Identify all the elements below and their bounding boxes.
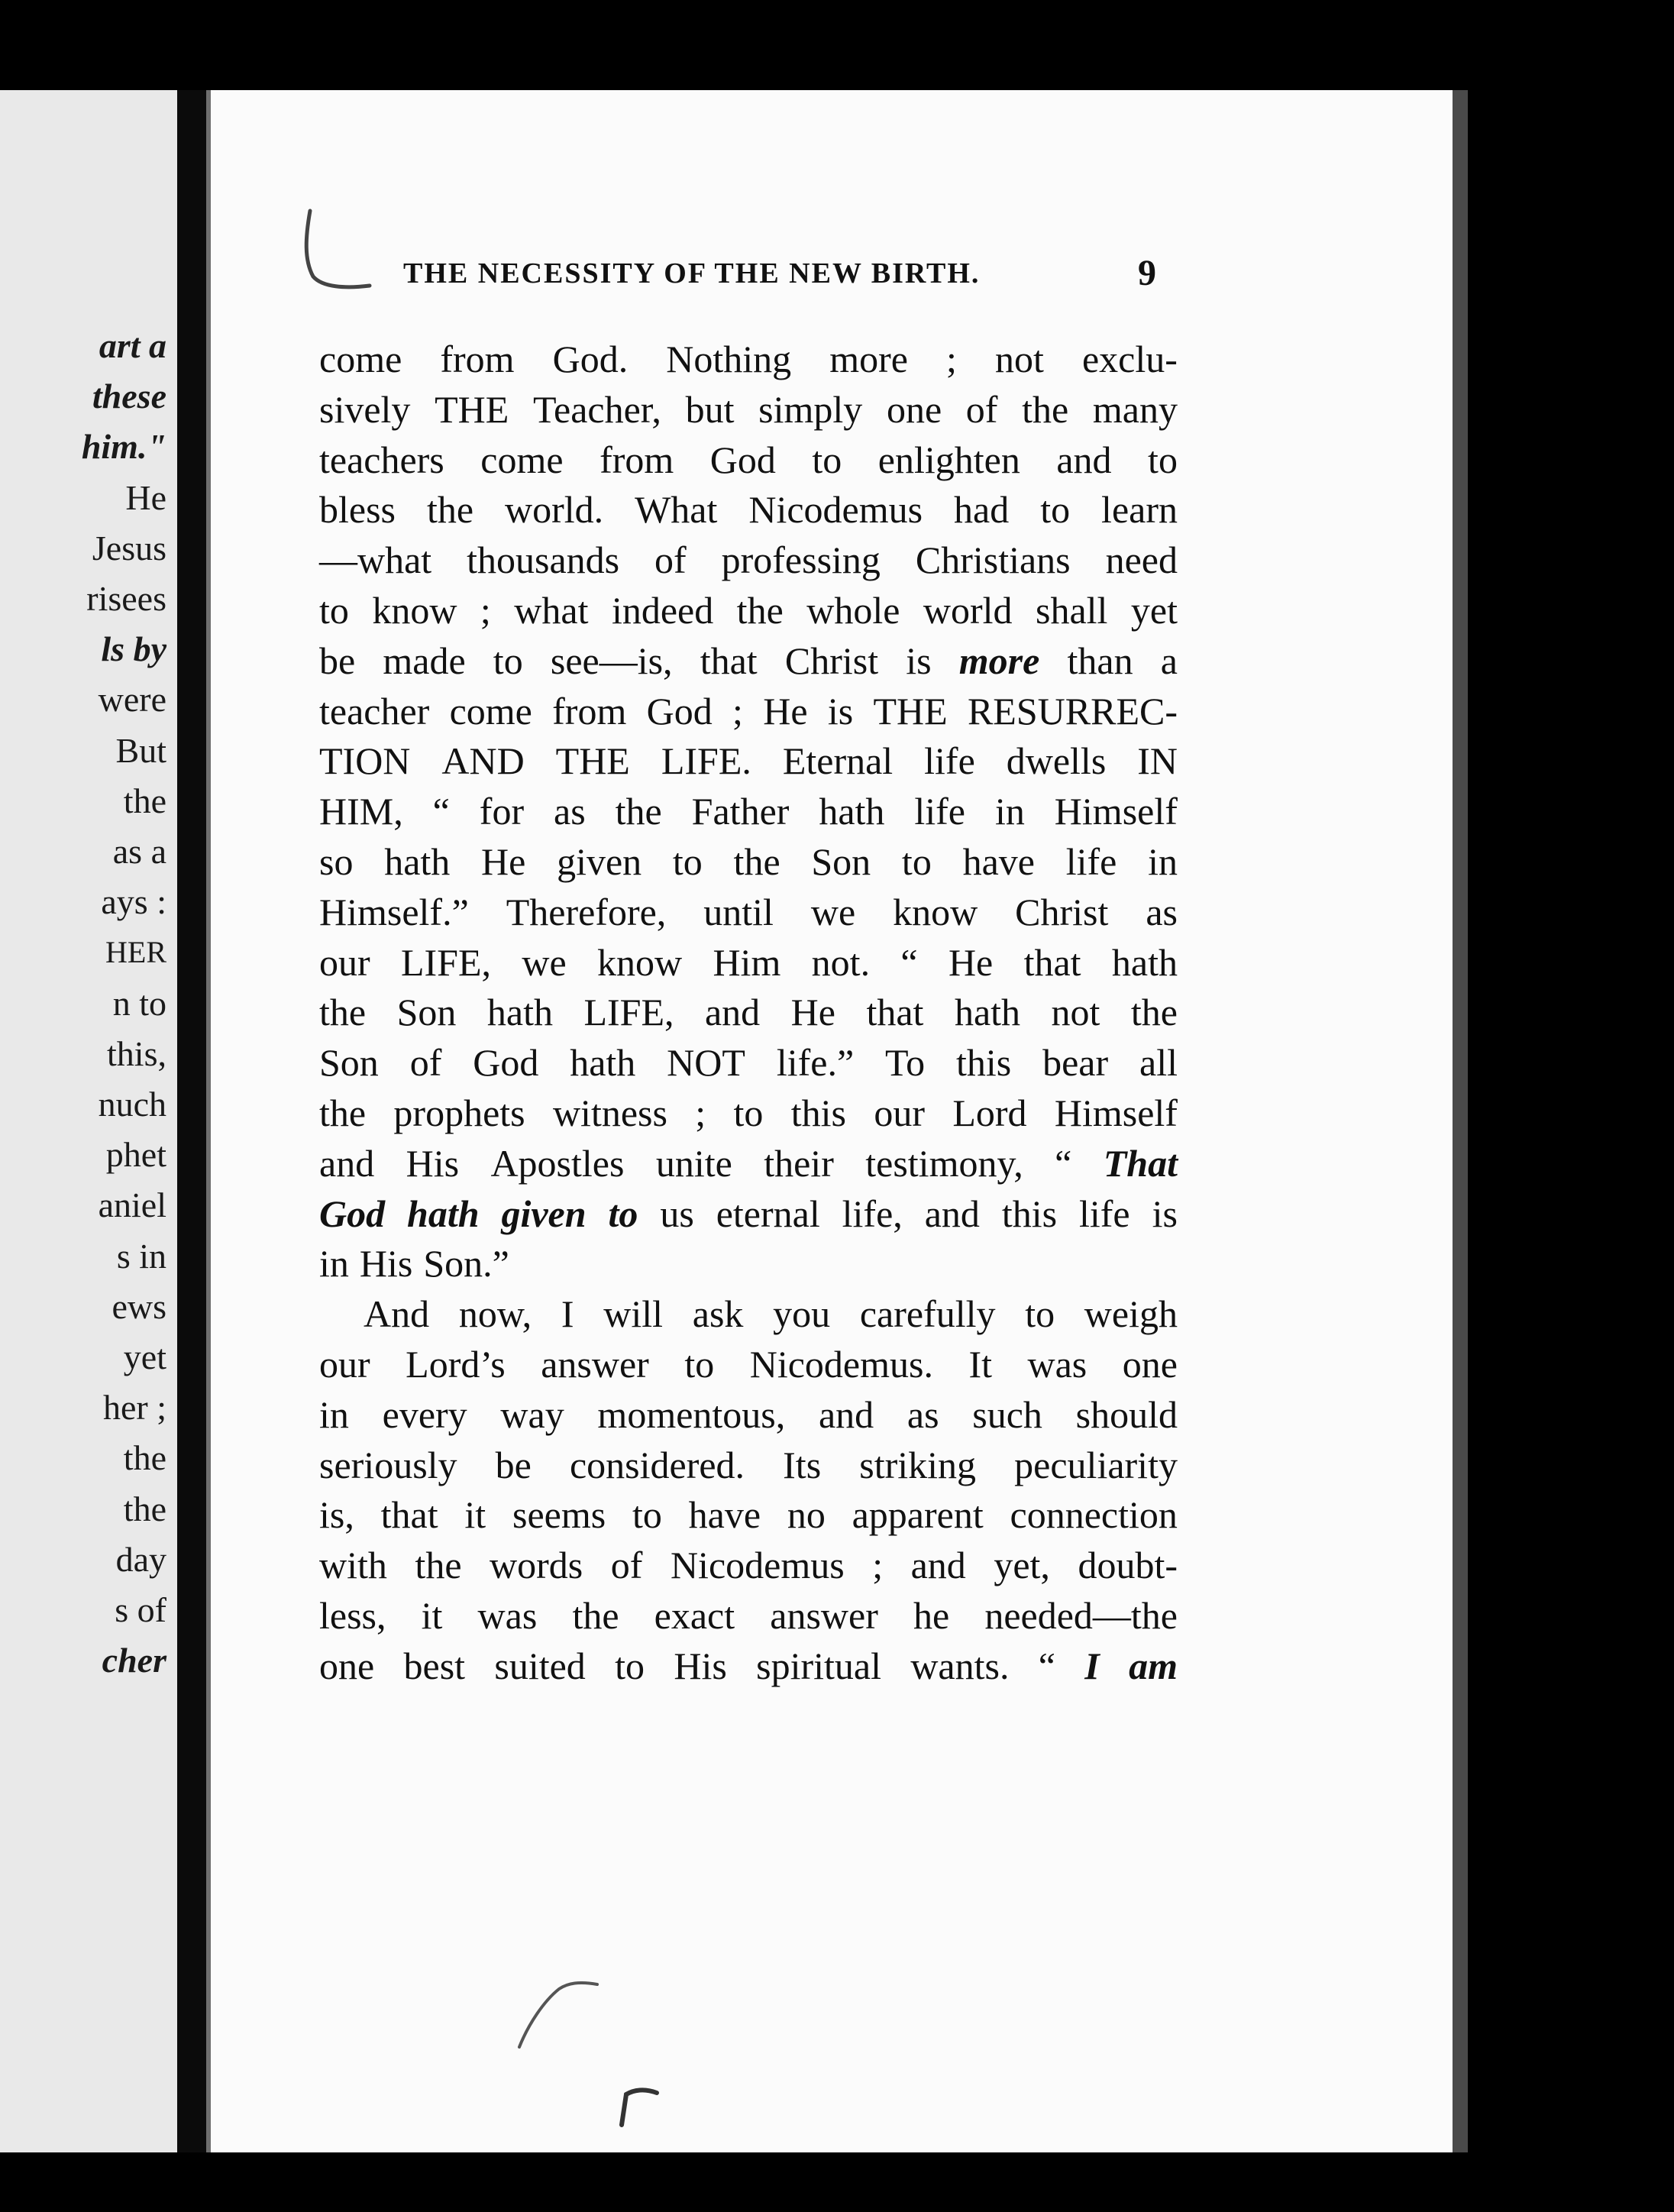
word: to [319,588,349,632]
facing-line: Jesus [92,528,166,568]
word: need [1105,538,1178,582]
word: life, [842,1192,903,1235]
text-line [319,1239,1178,1289]
text-line [319,1441,1178,1491]
word: God [319,1192,386,1235]
word: He [948,940,994,984]
word: He [481,839,526,883]
word: yet, [994,1544,1050,1587]
word: Son [396,991,457,1034]
word: His [406,1141,460,1185]
text-line [319,1541,1178,1591]
word: to [1148,438,1178,481]
facing-line: ews [111,1286,166,1326]
word: of [409,1041,442,1085]
word: AND [441,739,525,783]
word: to [1040,488,1071,532]
facing-line: risees [86,579,166,619]
word: every [382,1392,467,1436]
word: Himself [1054,1091,1178,1134]
word: IN [1137,739,1178,783]
word: one [319,1644,375,1687]
word: I [1084,1644,1100,1687]
word: in [1148,839,1178,883]
text-line [319,687,1178,737]
word: had [954,488,1010,532]
text-line [319,888,1178,938]
word: carefully [859,1292,996,1336]
text-line [319,736,1178,787]
text-line [319,1641,1178,1692]
word: unite [655,1141,732,1185]
word: a [1160,639,1178,682]
word: many [1092,387,1178,431]
text-line [319,1038,1178,1088]
word: sively [319,387,411,431]
word: made [383,639,466,682]
text-line [319,938,1178,988]
word: was [1027,1342,1087,1386]
word: testimony, [865,1141,1023,1185]
word: LIFE. [661,739,751,783]
word: Lord’s [406,1342,506,1386]
word: not [1051,991,1100,1034]
word: ; [480,588,491,632]
text-line [319,787,1178,837]
word: in [319,1242,349,1285]
word: His [674,1644,727,1687]
word: God. [552,338,629,380]
word: Nicodemus. [749,1342,933,1386]
word: witness [552,1091,667,1134]
word: THE [555,739,630,783]
word: the [733,839,780,883]
facing-line: her ; [102,1388,166,1428]
word: professing [721,538,881,582]
word: with [319,1544,387,1587]
word: Apostles [490,1141,625,1185]
word: RESURREC- [967,689,1178,732]
text-line [319,335,1178,385]
facing-line: were [98,680,166,720]
word: to [608,1192,638,1235]
word: the [615,790,662,833]
word: this [1001,1192,1058,1235]
text-line [319,1139,1178,1189]
word: and [818,1392,874,1436]
word: Himself [1054,790,1178,833]
word: connection [1010,1493,1178,1537]
word: know [597,940,683,984]
text-line [319,636,1178,687]
word: know [893,890,978,933]
text-line [319,1189,1178,1240]
text-line [319,1289,1178,1340]
word: and [319,1141,375,1185]
word: shall [1035,588,1108,632]
word: teachers [319,438,444,481]
word: peculiarity [1014,1443,1178,1486]
word: given [557,839,642,883]
word: from [440,338,515,380]
facing-line: art a [99,326,166,365]
word: will [603,1292,664,1336]
word: from [552,689,627,732]
word: hath [570,1041,636,1085]
word: needed—the [984,1593,1178,1637]
word: answer [770,1593,878,1637]
word: the [1022,387,1069,431]
word: striking [859,1443,977,1486]
word: that [700,639,758,682]
text-line [319,586,1178,636]
word: should [1075,1392,1178,1436]
word: hath [954,991,1021,1034]
word: thousands [467,538,620,582]
word: words [490,1544,583,1587]
word: LIFE, [583,991,674,1034]
word: best [403,1644,466,1687]
word: in [994,790,1025,833]
facing-line: the [123,781,166,820]
word: in [319,1392,349,1436]
word: he [913,1593,950,1637]
word: exclu- [1081,338,1178,380]
word: to [1025,1292,1055,1336]
word: of [965,387,998,431]
word: hath [819,790,885,833]
word: apparent [852,1493,984,1537]
word: He [763,689,808,732]
word: be [319,639,356,682]
word: spiritual [756,1644,881,1687]
word: It [968,1342,992,1386]
word: ; [732,689,743,732]
facing-line: He [125,477,166,517]
facing-line: aniel [98,1185,166,1225]
book-gutter [177,90,206,2152]
word: Therefore, [506,890,667,933]
word: more [829,338,908,380]
word: for [479,790,525,833]
word: than [1067,639,1133,682]
word: Christ [784,639,879,682]
word: that [1023,940,1081,984]
word: Nothing [666,338,792,380]
word: the [1130,991,1178,1034]
word: this [790,1091,846,1134]
word: not [995,338,1044,380]
word: God [646,689,713,732]
word: Son [319,1041,379,1085]
text-line [319,837,1178,888]
word: suited [494,1644,586,1687]
word: TION [319,739,411,783]
word: world [923,588,1013,632]
word: prophets [393,1091,525,1134]
word: know [372,588,457,632]
word: eternal [716,1192,820,1235]
word: world. [505,488,604,532]
word: Son.” [423,1242,509,1285]
word: life [924,739,975,783]
word: THE [435,387,509,431]
text-line [319,1390,1178,1441]
body-text [319,335,1178,1692]
word: see—is, [550,639,673,682]
word: enlighten [877,438,1020,481]
word: so [319,839,354,883]
facing-line: phet [105,1135,166,1175]
word: as [906,1392,939,1436]
word: is [906,639,932,682]
word: the [572,1593,619,1637]
text-line [319,1340,1178,1390]
facing-page-text [82,321,166,1686]
word: Nicodemus [748,488,923,532]
word: have [962,839,1035,883]
word: answer [541,1342,649,1386]
word: of [610,1544,643,1587]
word: us [660,1192,694,1235]
word: exact [654,1593,735,1637]
running-head: THE NECESSITY OF THE NEW BIRTH. [403,257,981,289]
pencil-stroke-mark [513,1971,605,2055]
word: doubt- [1078,1544,1178,1587]
word: am [1129,1644,1178,1687]
facing-line: these [92,377,166,416]
word: the [415,1544,462,1587]
word: be [495,1443,532,1486]
facing-line: ls by [101,629,166,669]
word: life [1065,839,1117,883]
word: That [1103,1141,1178,1185]
word: one [1122,1342,1178,1386]
word: I [561,1292,574,1336]
word: one [886,387,942,431]
word: life.” [776,1041,855,1085]
word: to [684,1342,715,1386]
word: teacher [319,689,430,732]
word: have [688,1493,761,1537]
word: Him [713,940,781,984]
word: you [773,1292,831,1336]
word: and [1056,438,1112,481]
word: His [359,1242,413,1285]
word: was [477,1593,538,1637]
word: that [380,1493,438,1537]
text-line [319,1490,1178,1541]
word: “ [900,940,918,984]
word: and [704,991,761,1034]
word: their [764,1141,834,1185]
word: NOT [667,1041,745,1085]
facing-line: him." [81,427,166,467]
word: from [599,438,674,481]
word: weigh [1084,1292,1178,1336]
word: indeed [611,588,714,632]
word: and [924,1192,980,1235]
facing-line: s of [115,1590,166,1630]
word: all [1139,1041,1178,1085]
word: life [1079,1192,1130,1235]
word: momentous, [597,1392,786,1436]
word: come [480,438,564,481]
text-line [319,535,1178,586]
word: Its [783,1443,822,1486]
word: “ [1055,1141,1072,1185]
pencil-stroke-mark [611,2079,664,2133]
word: to [632,1493,662,1537]
word: come [319,338,402,380]
word: He [790,991,835,1034]
word: ; [695,1091,706,1134]
word: less, [319,1593,386,1637]
word: learn [1101,488,1178,532]
word: hath [1111,940,1178,984]
facing-line: the [123,1489,166,1528]
word: Christ [1015,890,1109,933]
word: Father [691,790,790,833]
word: what [514,588,589,632]
facing-line: But [115,730,166,770]
word: bear [1042,1041,1109,1085]
word: our [874,1091,925,1134]
facing-line: this, [107,1033,166,1073]
word: it [421,1593,443,1637]
word: “ [1038,1644,1055,1687]
word: our [319,1342,370,1386]
word: it [464,1493,486,1537]
word: to [615,1644,645,1687]
word: ; [946,338,957,380]
facing-line: day [115,1539,166,1579]
word: now, [458,1292,532,1336]
word: HIM, [319,790,403,833]
word: Nicodemus [670,1544,845,1587]
word: Lord [952,1091,1027,1134]
facing-line: n to [112,983,166,1023]
word: “ [432,790,450,833]
word: —what [319,538,432,582]
word: hath [384,839,451,883]
word: wants. [910,1644,1010,1687]
word: the [319,1091,367,1134]
word: is [1152,1192,1178,1235]
word: to [733,1091,764,1134]
word: Teacher, [532,387,661,431]
facing-line: s in [116,1236,166,1276]
word: ask [692,1292,744,1336]
word: way [500,1392,564,1436]
word: is [827,689,854,732]
word: such [972,1392,1042,1436]
text-line [319,1088,1178,1139]
word: And [364,1292,430,1336]
text-line [319,435,1178,486]
word: as [1146,890,1178,933]
word: more [958,639,1040,682]
word: given [501,1192,587,1235]
word: Himself.” [319,890,469,933]
word: seems [512,1493,606,1537]
word: come [449,689,532,732]
text-line [319,485,1178,535]
word: bless [319,488,396,532]
word: of [654,538,687,582]
word: God [473,1041,539,1085]
pencil-bracket-mark [299,206,376,298]
word: life [914,790,966,833]
word: the [319,991,367,1034]
word: hath [486,991,553,1034]
word: seriously [319,1443,457,1486]
word: God [709,438,776,481]
word: to [493,639,523,682]
word: and [910,1544,966,1587]
word: that [866,991,924,1034]
facing-page-fragment [0,90,177,2152]
facing-line: as a [112,832,166,872]
text-line [319,988,1178,1038]
facing-line: cher [102,1641,166,1680]
word: hath [407,1192,480,1235]
word: we [810,890,856,933]
word: dwells [1006,739,1107,783]
facing-line: ays : [101,882,166,922]
word: Son [811,839,871,883]
word: simply [758,387,863,431]
word: this [955,1041,1012,1085]
word: Eternal [782,739,894,783]
word: What [635,488,718,532]
word: considered. [569,1443,745,1486]
word: THE [873,689,948,732]
word: our [319,940,370,984]
text-line [319,1591,1178,1641]
word: is, [319,1493,354,1537]
word: but [685,387,735,431]
page-number: 9 [1138,253,1156,293]
word: to [812,438,842,481]
word: Christians [915,538,1071,582]
word: To [885,1041,926,1085]
word: no [787,1493,826,1537]
word: as [554,790,586,833]
word: ; [872,1544,884,1587]
facing-line: HER [105,935,166,970]
word: the [736,588,784,632]
facing-line: nuch [98,1085,166,1124]
word: to [901,839,932,883]
word: whole [806,588,900,632]
page-edge [1453,90,1468,2152]
word: to [672,839,703,883]
facing-line: the [123,1438,166,1478]
word: not. [811,940,871,984]
word: yet [1130,588,1178,632]
word: we [522,940,567,984]
word: LIFE, [400,940,492,984]
facing-line: yet [123,1337,166,1377]
word: until [703,890,774,933]
text-line [319,385,1178,435]
word: the [426,488,474,532]
